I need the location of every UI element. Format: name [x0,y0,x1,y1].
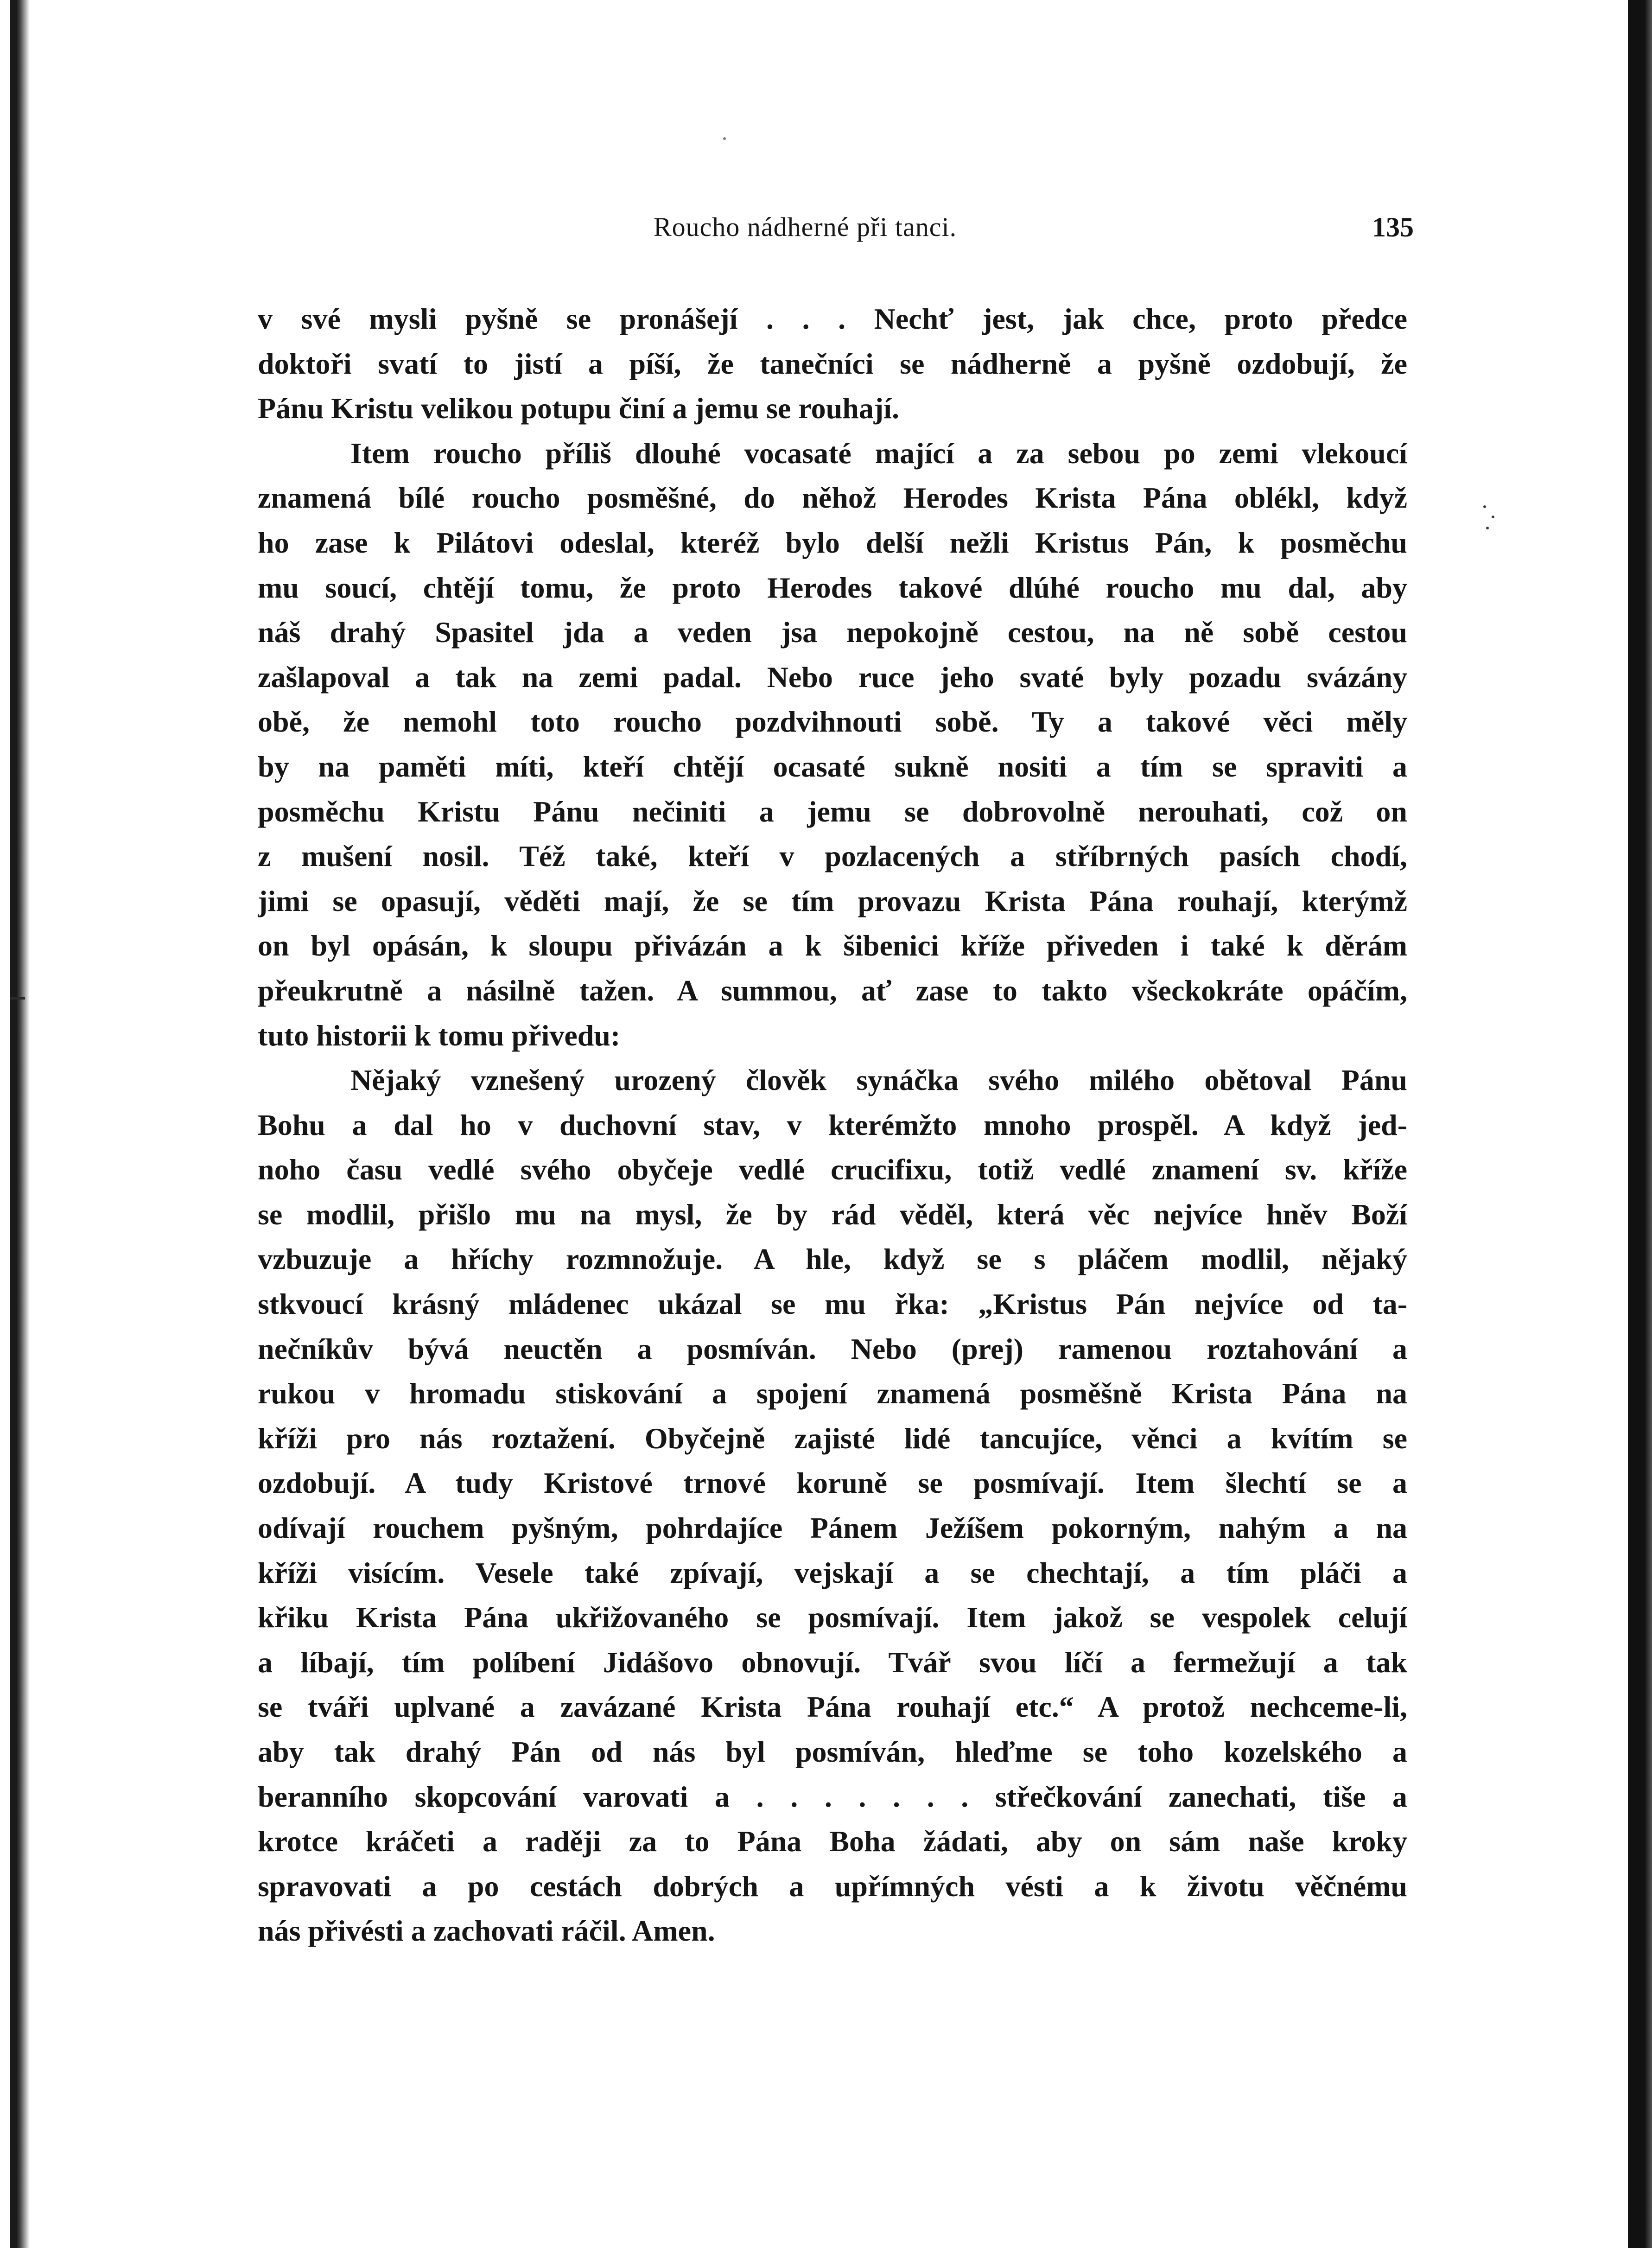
body-text [258,297,1407,1954]
text-line: zašlapoval a tak na zemi padal. Nebo ruce jeho svaté byly pozadu svázány [258,660,1407,694]
text-line: jimi se opasují, věděti mají, že se tím provazu Krista Pána rouhají, kterýmž [258,884,1407,917]
text-line: přeukrutně a násilně tažen. A summou, ať zase to takto všeckokráte opáčím, [258,974,1407,1007]
text-line: obě, že nemohl toto roucho pozdvihnouti sobě. Ty a takové věci měly [258,705,1407,739]
paragraph-start-line: Nějaký vznešený urozený člověk synáčka svého milého obětoval Pánu [350,1064,1407,1097]
page-header [260,209,1414,250]
text-line: se tváři uplvané a zavázané Krista Pána rouhají etc.“ A protož nechceme-li, [258,1690,1407,1724]
text-line: a líbají, tím políbení Jidášovo obnovují. Tvář svou líčí a fermežují a tak [258,1645,1407,1679]
text-line: z mušení nosil. Též také, kteří v pozlacených a stříbrných pasích chodí, [258,840,1407,873]
text-line: nás přivésti a zachovati ráčil. Amen. [258,1914,715,1948]
text-line: rukou v hromadu stiskování a spojení znamená posměšně Krista Pána na [258,1377,1407,1410]
text-line: nečníkův bývá neuctěn a posmíván. Nebo (prej) ramenou roztahování a [258,1332,1407,1365]
text-line: spravovati a po cestách dobrých a upřímných vésti a k životu věčnému [258,1869,1407,1903]
text-line: křiku Krista Pána ukřižovaného se posmívají. Item jakož se vespolek celují [258,1601,1407,1634]
text-line: krotce kráčeti a raději za to Pána Boha žádati, aby on sám naše kroky [258,1825,1407,1858]
page-number: 135 [1372,212,1414,242]
margin-specks [1483,505,1497,533]
text-line: stkvoucí krásný mládenec ukázal se mu řka: „Kristus Pán nejvíce od ta- [258,1287,1407,1321]
text-line: vzbuzuje a hříchy rozmnožuje. A hle, když se s pláčem modlil, nějaký [258,1242,1407,1276]
text-line: kříži visícím. Vesele také zpívají, vejskají a se chechtají, a tím pláči a [258,1556,1407,1589]
running-title: Roucho nádherné při tanci. [654,212,957,242]
text-line: doktoři svatí to jistí a píší, že tanečníci se nádherně a pyšně ozdobují, že [258,347,1407,380]
text-line: by na paměti míti, kteří chtějí ocasaté sukně nositi a tím se spraviti a [258,750,1407,783]
text-line: ozdobují. A tudy Kristové trnové koruně se posmívají. Item šlechtí se a [258,1466,1407,1500]
text-line: beranního skopcování varovati a . . . . . . . střečkování zanechati, tiše a [258,1780,1407,1813]
page-right-edge [1616,0,1652,2248]
page-left-edge [5,0,30,2248]
text-line: kříži pro nás roztažení. Obyčejně zajisté lidé tancujíce, věnci a kvítím se [258,1421,1407,1455]
text-line: tuto historii k tomu přivedu: [258,1019,621,1052]
paragraph-start-line: Item roucho příliš dlouhé vocasaté mající a za sebou po zemi vlekoucí [350,436,1407,470]
text-line: náš drahý Spasitel jda a veden jsa nepokojně cestou, na ně sobě cestou [258,616,1407,649]
text-line: noho času vedlé svého obyčeje vedlé crucifixu, totiž vedlé znamení sv. kříže [258,1153,1407,1186]
text-line: odívají rouchem pyšným, pohrdajíce Pánem Ježíšem pokorným, nahým a na [258,1511,1407,1545]
text-line: on byl opásán, k sloupu přivázán a k šibenici kříže přiveden i také k děrám [258,929,1407,962]
text-line: se modlil, přišlo mu na mysl, že by rád věděl, která věc nejvíce hněv Boží [258,1197,1407,1231]
text-line: znamená bílé roucho posměšné, do něhož Herodes Krista Pána oblékl, když [258,481,1407,515]
margin-mark [10,997,25,1000]
text-line: aby tak drahý Pán od nás byl posmíván, hleďme se toho kozelského a [258,1735,1407,1768]
text-line: posměchu Kristu Pánu nečiniti a jemu se dobrovolně nerouhati, což on [258,795,1407,828]
print-speck [723,137,726,140]
text-line: Pánu Kristu velikou potupu činí a jemu se rouhají. [258,392,899,425]
text-line: mu soucí, chtějí tomu, že proto Herodes takové dlúhé roucho mu dal, aby [258,571,1407,604]
text-line: ho zase k Pilátovi odeslal, kteréž bylo delší nežli Kristus Pán, k posměchu [258,526,1407,559]
text-line: Bohu a dal ho v duchovní stav, v kterémžto mnoho prospěl. A když jed- [258,1108,1407,1141]
text-line: v své mysli pyšně se pronášejí . . . Nechť jest, jak chce, proto předce [258,302,1407,335]
